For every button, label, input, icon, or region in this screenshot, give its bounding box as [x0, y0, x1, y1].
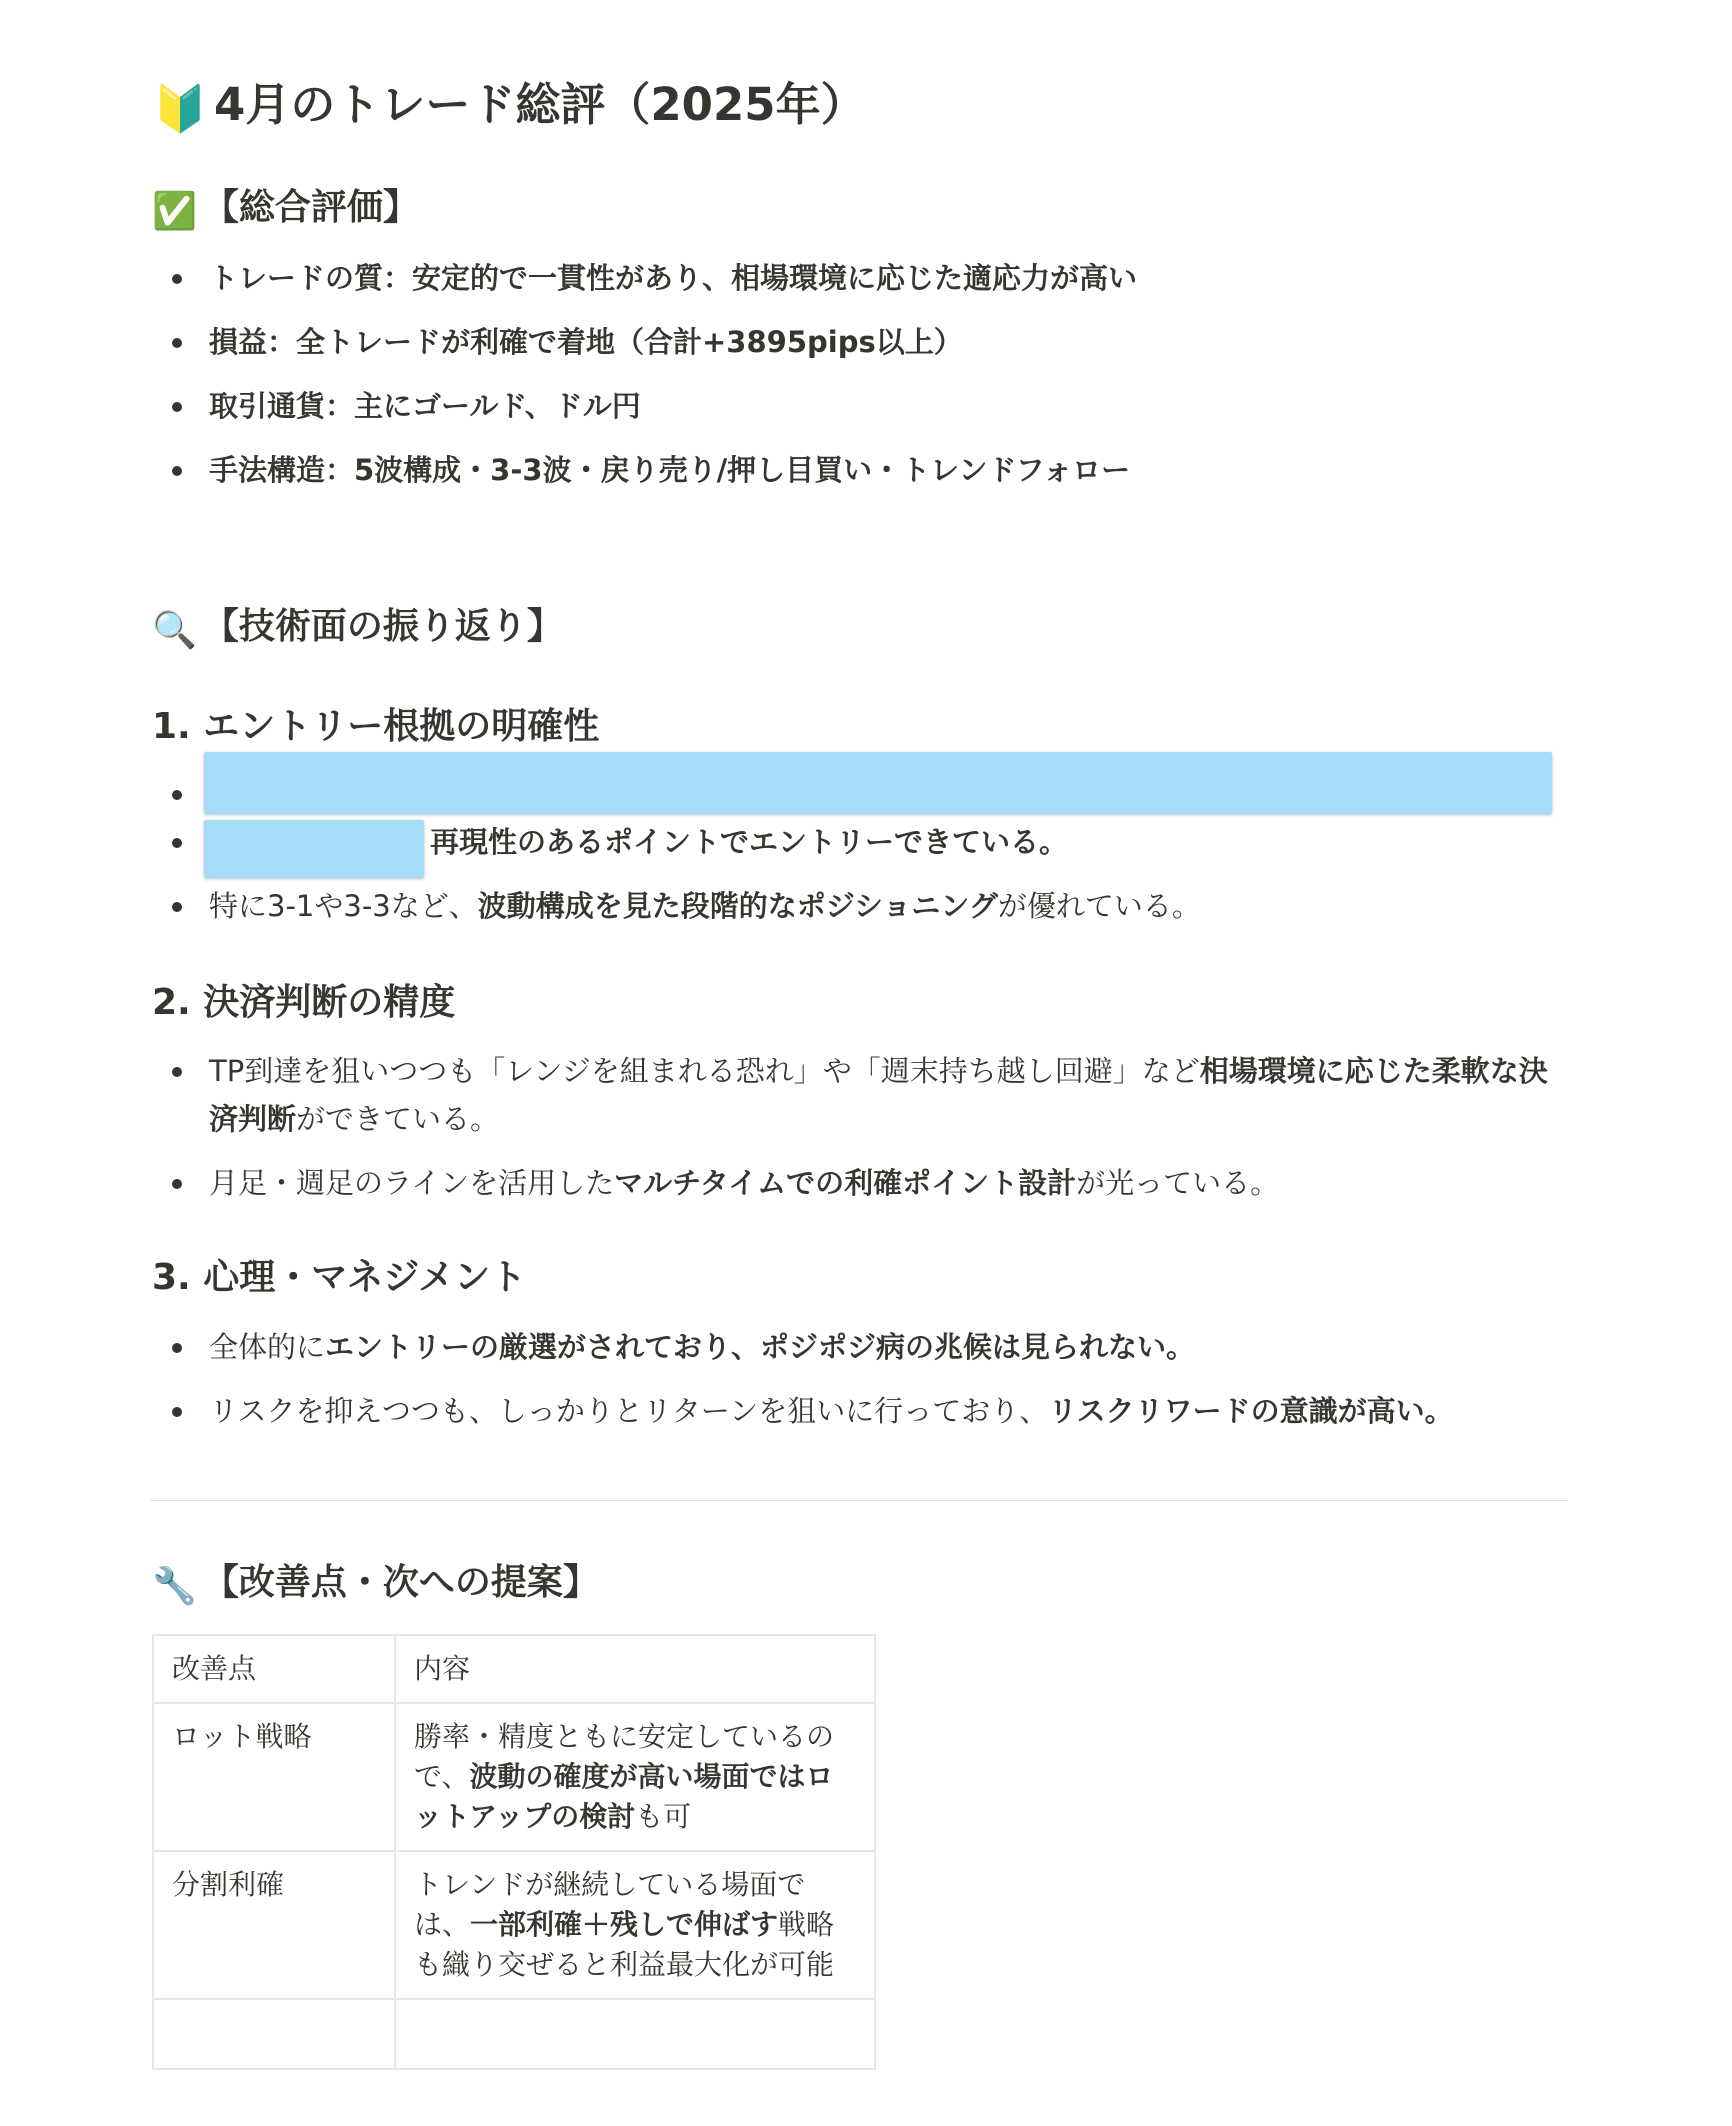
cell-text: も可 — [635, 1800, 692, 1833]
list-item: トレードの質：安定的で一貫性があり、相場環境に応じた適応力が高い — [152, 254, 1570, 302]
section-3-heading: 3. 心理・マネジメント — [152, 1257, 527, 1298]
beginner-mark-icon: 🔰 — [152, 82, 209, 135]
cell-bold-text: 一部利確＋残しで伸ばす — [470, 1908, 779, 1941]
item-bold-text: マルチタイムでの利確ポイント設計 — [614, 1166, 1077, 1200]
table-row — [153, 1851, 875, 1999]
table-header-cell: 改善点 — [153, 1635, 395, 1703]
item-text: 特に3-1や3-3など、 — [209, 889, 478, 923]
item-bold-text: エントリーの厳選がされており、ポジポジ病の兆候は見られない。 — [325, 1330, 1196, 1364]
section-2-list — [152, 1047, 1570, 1223]
page-title-text: 4月のトレード総評（2025年） — [214, 78, 866, 131]
cell-text: 勝率・精度ともに安定しているので、 — [414, 1720, 835, 1793]
divider — [150, 1500, 1568, 1501]
section-2-heading: 2. 決済判断の精度 — [152, 982, 456, 1023]
table-row — [153, 1999, 875, 2069]
table-row — [153, 1703, 875, 1851]
item-text: が優れている。 — [997, 889, 1201, 923]
overall-heading-text: 【総合評価】 — [202, 187, 419, 228]
table-cell: ロット戦略 — [153, 1703, 395, 1851]
item-bold-text: リスクリワードの意識が高い。 — [1048, 1394, 1454, 1428]
table-header-row — [153, 1635, 875, 1703]
list-item: 損益：全トレードが利確で着地（合計+3895pips以上） — [152, 318, 1570, 366]
table-cell-empty[interactable] — [153, 1999, 395, 2069]
check-mark-icon: ✅ — [152, 191, 197, 232]
section-1-heading: 1. エントリー根拠の明確性 — [152, 706, 600, 747]
table-header-cell: 内容 — [395, 1635, 875, 1703]
item-text: が光っている。 — [1076, 1166, 1280, 1200]
technical-heading-text: 【技術面の振り返り】 — [202, 606, 563, 647]
page-title — [152, 74, 866, 140]
table-cell: 分割利確 — [153, 1851, 395, 1999]
list-item — [152, 1387, 1570, 1435]
overall-list — [152, 254, 1570, 510]
list-item: 取引通貨：主にゴールド、ドル円 — [152, 382, 1570, 430]
magnifier-icon: 🔍 — [152, 610, 197, 651]
table-cell — [395, 1703, 875, 1851]
item-text: ができている。 — [296, 1102, 500, 1136]
technical-heading — [152, 602, 563, 656]
item-bold-text: 相場環境に応じた柔軟な決済判断 — [209, 1054, 1548, 1136]
cell-text: トレンドが継続している場面では、 — [414, 1868, 806, 1941]
item-bold-text: 波動構成を見た段階的なポジショニング — [477, 889, 998, 923]
table-cell — [395, 1851, 875, 1999]
list-item — [152, 1159, 1570, 1207]
list-item — [152, 1323, 1570, 1371]
cell-bold-text: 波動の確度が高い場面ではロットアップの検討 — [414, 1760, 834, 1833]
improvement-table — [152, 1634, 876, 2070]
cell-text: 戦略も織り交ぜると利益最大化が可能 — [414, 1908, 835, 1981]
list-item — [152, 882, 1570, 930]
section-1-list — [152, 770, 1570, 946]
improve-heading-text: 【改善点・次への提案】 — [202, 1562, 599, 1603]
list-item — [152, 770, 1570, 818]
wrench-icon: 🔧 — [152, 1566, 197, 1607]
section-3-list — [152, 1323, 1570, 1451]
table-cell-empty[interactable] — [395, 1999, 875, 2069]
improve-heading — [152, 1558, 599, 1612]
item-text: TP到達を狙いつつも「レンジを組まれる恐れ」や「週末持ち越し回避」など — [209, 1054, 1200, 1088]
list-item — [152, 1047, 1570, 1143]
item-text: 全体的に — [209, 1330, 326, 1364]
list-item: 手法構造：5波構成・3-3波・戻り売り/押し目買い・トレンドフォロー — [152, 446, 1570, 494]
overall-heading — [152, 183, 419, 237]
item-text: リスクを抑えつつも、しっかりとリターンを狙いに行っており、 — [209, 1394, 1049, 1428]
list-item-continuation: 再現性のあるポイントでエントリーできている。 — [152, 818, 1570, 866]
item-text: 月足・週足のラインを活用した — [209, 1166, 615, 1200]
